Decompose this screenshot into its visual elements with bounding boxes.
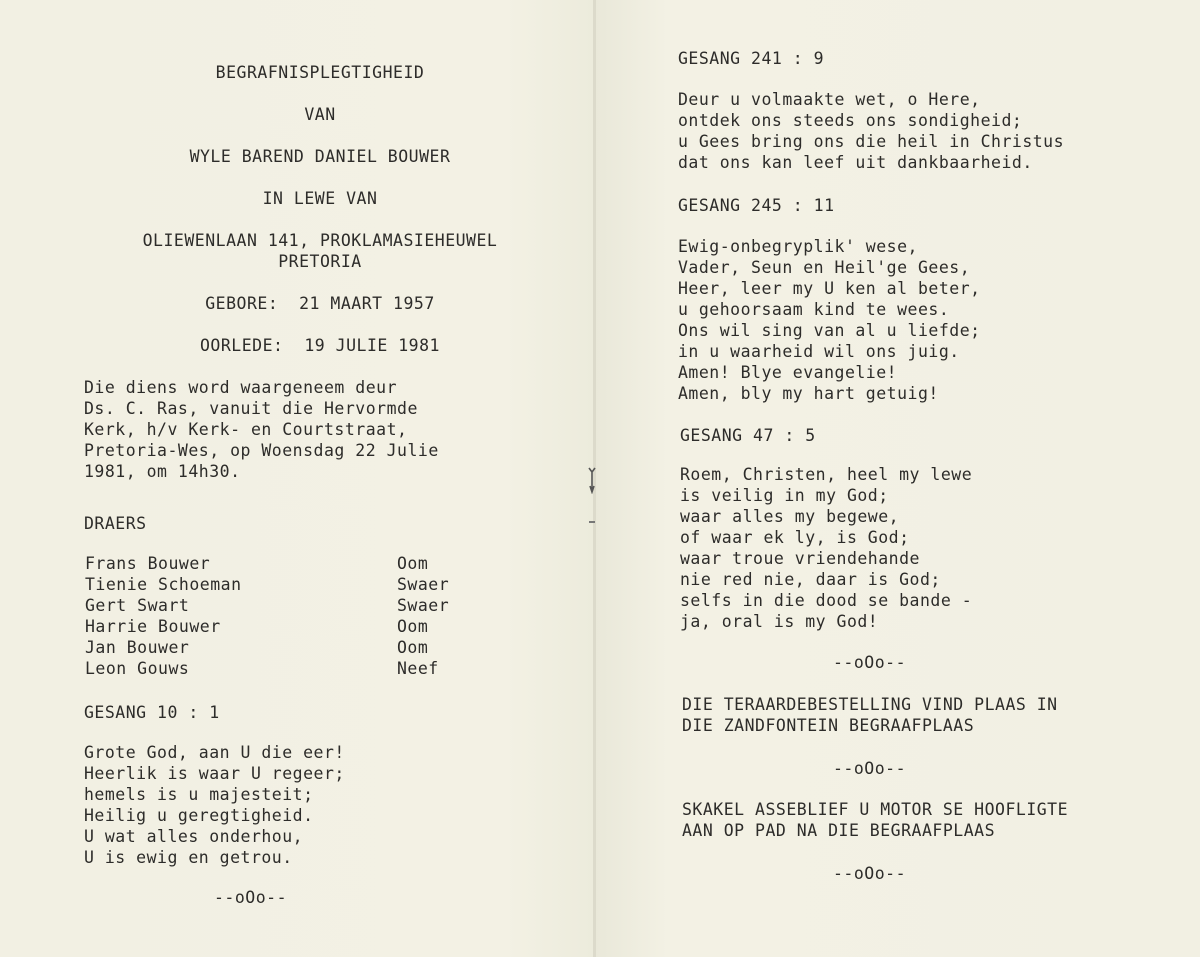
pallbearers-heading: DRAERS	[84, 514, 147, 533]
hymn-verse: Deur u volmaakte wet, o Here, ontdek ons steeds ons sondigheid; u Gees bring ons die heil in Christus dat ons kan leef uit dankbaarheid.	[678, 90, 1065, 172]
burial-notice: DIE TERAARDEBESTELLING VIND PLAAS IN DIE ZANDFONTEIN BEGRAAFPLAAS	[682, 695, 1058, 735]
title: BEGRAFNISPLEGTIGHEID	[215, 63, 425, 82]
address-line2: PRETORIA	[278, 252, 362, 271]
staple-icon	[587, 466, 597, 494]
separator: --oOo--	[833, 864, 907, 883]
hymn-verse: Ewig-onbegryplik' wese, Vader, Seun en Heil'ge Gees, Heer, leer my U ken al beter, u gehoorsaam kind te wees. Ons wil sing van al u liefde; in u waarheid wil ons juig. Amen! Blye evangelie! Amen, bly my hart getuig!	[678, 237, 981, 403]
separator: --oOo--	[833, 653, 907, 672]
headlights-notice: SKAKEL ASSEBLIEF U MOTOR SE HOOFLIGTE AAN OP PAD NA DIE BEGRAAFPLAAS	[682, 800, 1069, 840]
hymn-verse: Roem, Christen, heel my lewe is veilig in my God; waar alles my begewe, of waar ek ly, is God; waar troue vriendehande nie red nie, daar is God; selfs in die dood se bande - ja, oral is my God!	[680, 465, 973, 631]
hymn-verse: Grote God, aan U die eer! Heerlik is waar U regeer; hemels is u majesteit; Heilig u geregtigheid. U wat alles onderhou, U is ewig en getrou.	[84, 743, 345, 867]
address-line1: OLIEWENLAAN 141, PROKLAMASIEHEUWEL	[142, 231, 498, 250]
separator: --oOo--	[214, 888, 288, 907]
hymn-heading: GESANG 10 : 1	[84, 703, 220, 722]
staple-mark-icon	[588, 520, 596, 525]
hymn-heading: GESANG 47 : 5	[680, 426, 816, 445]
hymn-heading: GESANG 245 : 11	[678, 196, 835, 215]
death-date: OORLEDE: 19 JULIE 1981	[200, 336, 440, 355]
hymn-heading: GESANG 241 : 9	[678, 49, 825, 68]
birth-date: GEBORE: 21 MAART 1957	[205, 294, 435, 313]
deceased-name: WYLE BAREND DANIEL BOUWER	[189, 147, 451, 166]
separator: --oOo--	[833, 759, 907, 778]
van-label: VAN	[304, 105, 336, 124]
in-lewe-label: IN LEWE VAN	[262, 189, 378, 208]
service-details: Die diens word waargeneem deur Ds. C. Ras, vanuit die Hervormde Kerk, h/v Kerk- en Courtstraat, Pretoria-Wes, op Woensdag 22 Julie 1981, om 14h30.	[84, 378, 439, 481]
